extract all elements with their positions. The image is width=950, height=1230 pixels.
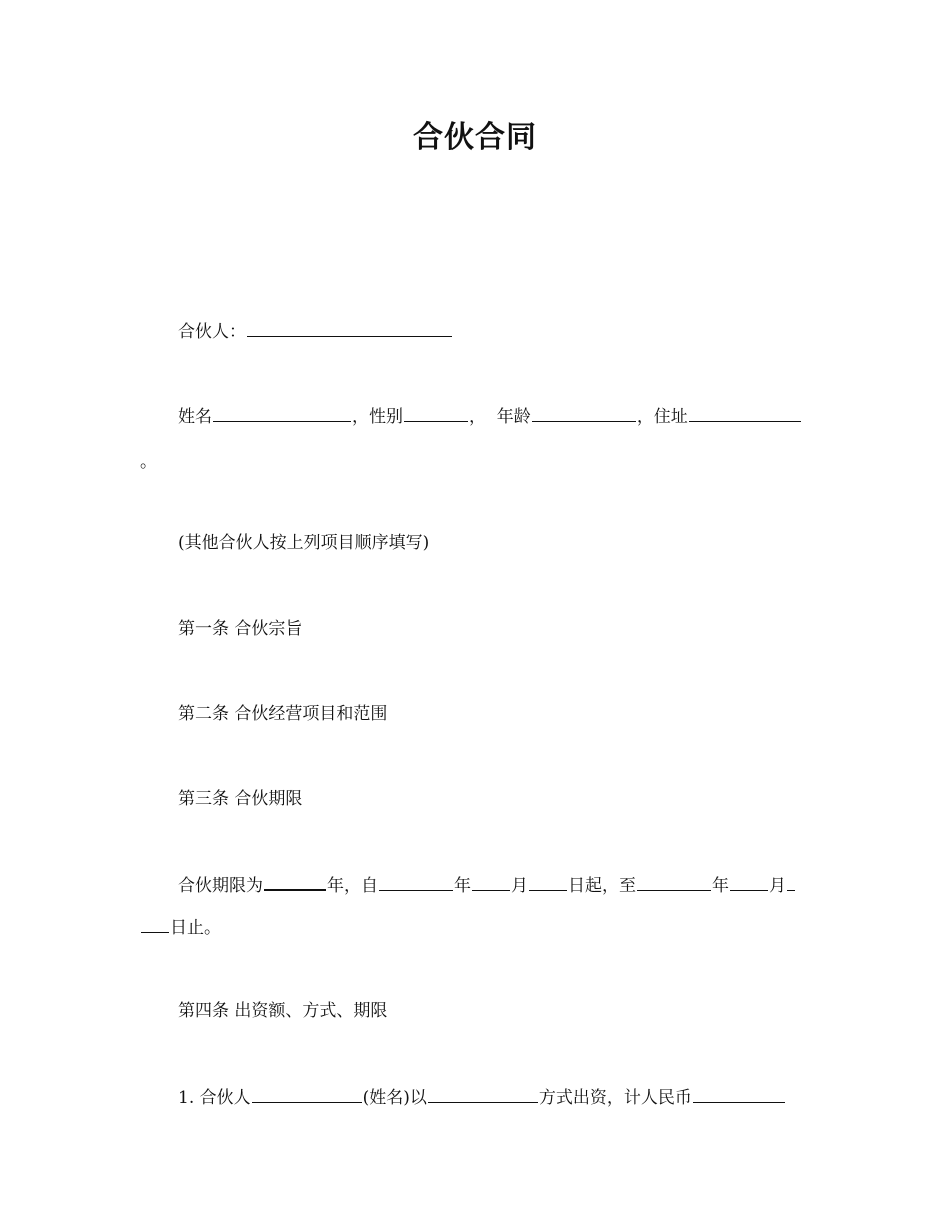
contributor-name-label: (姓名)以	[362, 1088, 427, 1108]
age-label: ， 年龄	[469, 407, 531, 427]
start-month-blank	[472, 874, 510, 891]
contributor-name-blank	[252, 1086, 362, 1103]
name-blank	[213, 405, 351, 422]
partner-label: 合伙人：	[178, 322, 246, 342]
article-4-heading: 第四条 出资额、方式、期限	[178, 1001, 388, 1021]
gender-blank	[404, 405, 468, 422]
end-month-blank	[730, 874, 768, 891]
start-day-label: 日起，至	[568, 876, 636, 896]
age-blank	[532, 405, 636, 422]
end-year-blank	[637, 874, 711, 891]
end-day-blank-rest	[141, 916, 169, 933]
contribution-method-label: 方式出资，计人民币	[538, 1088, 692, 1108]
term-prefix: 合伙期限为	[178, 876, 263, 896]
gender-label: ，性别	[352, 407, 403, 427]
article-2-heading: 第二条 合伙经营项目和范围	[178, 704, 388, 724]
start-year-label: 年	[454, 876, 471, 896]
fill-note: (其他合伙人按上列项目顺序填写)	[178, 533, 430, 553]
partner-line	[178, 320, 453, 343]
identity-line	[178, 405, 802, 428]
document-title: 合伙合同	[413, 120, 537, 155]
address-label: ，住址	[636, 407, 688, 427]
partner-blank	[247, 320, 452, 337]
contribution-prefix: 1. 合伙人	[178, 1088, 251, 1108]
term-end-label: 日止。	[170, 918, 221, 938]
term-years-blank	[264, 873, 326, 891]
end-day-blank-start	[787, 874, 795, 891]
article-3-heading: 第三条 合伙期限	[178, 789, 303, 809]
start-month-label: 月	[511, 876, 528, 896]
start-day-blank	[529, 874, 567, 891]
term-line	[178, 873, 796, 897]
term-year-from-label: 年，自	[327, 876, 378, 896]
contribution-amount-blank	[693, 1086, 785, 1103]
end-year-label: 年	[712, 876, 729, 896]
identity-line-end	[140, 451, 157, 473]
end-mark: 。	[140, 452, 157, 472]
end-month-label: 月	[769, 876, 786, 896]
contribution-line	[178, 1086, 786, 1109]
contribution-method-blank	[428, 1086, 538, 1103]
name-label: 姓名	[178, 407, 212, 427]
article-1-heading: 第一条 合伙宗旨	[178, 619, 303, 639]
address-blank	[689, 405, 801, 422]
start-year-blank	[379, 874, 453, 891]
term-line-end	[140, 916, 221, 939]
